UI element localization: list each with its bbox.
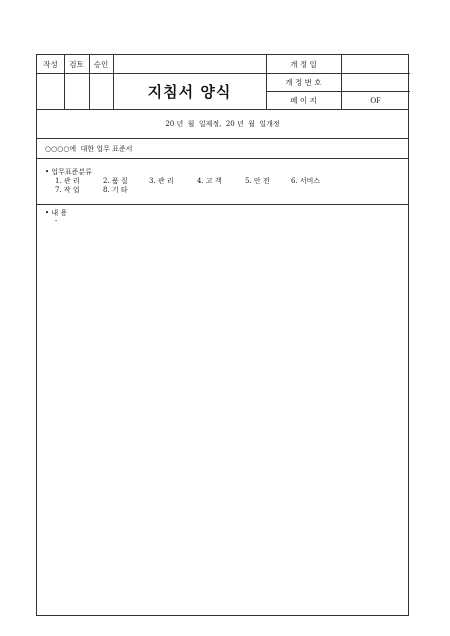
subject-row [37, 139, 408, 159]
revision-date-label: 개 정 일 [290, 59, 317, 69]
approve-label: 승인 [93, 59, 109, 69]
review-label: 검토 [69, 59, 84, 69]
header-block [37, 55, 408, 110]
document-title: 지침서 양식 [147, 82, 232, 101]
classification-heading: • 업무표준분류 [45, 168, 92, 176]
revision-number-label: 개 정 번 호 [285, 77, 322, 87]
dates-line: 20 년 월 일제정, 20 년 월 일개정 [165, 120, 280, 128]
content-dash: - [55, 217, 58, 225]
category-item: 7. 작 업 [55, 186, 80, 194]
page-label: 페 이 지 [290, 95, 317, 105]
category-item: 5. 안 전 [245, 177, 270, 185]
classification-row [37, 159, 408, 205]
dates-row [37, 110, 408, 139]
content-heading: • 내 용 [45, 209, 68, 217]
subject-line: ○○○○에 대한 업무 표준서 [45, 145, 133, 153]
category-item: 1. 관 리 [55, 177, 80, 185]
category-item: 3. 관 리 [149, 177, 174, 185]
category-item: 4. 고 객 [197, 177, 222, 185]
category-item: 8. 기 타 [103, 186, 128, 194]
write-label: 작성 [43, 59, 58, 69]
category-item: 2. 품 질 [103, 177, 128, 185]
page-value: OF [370, 95, 381, 105]
category-item: 6. 서비스 [291, 177, 321, 185]
document-form [36, 54, 409, 616]
